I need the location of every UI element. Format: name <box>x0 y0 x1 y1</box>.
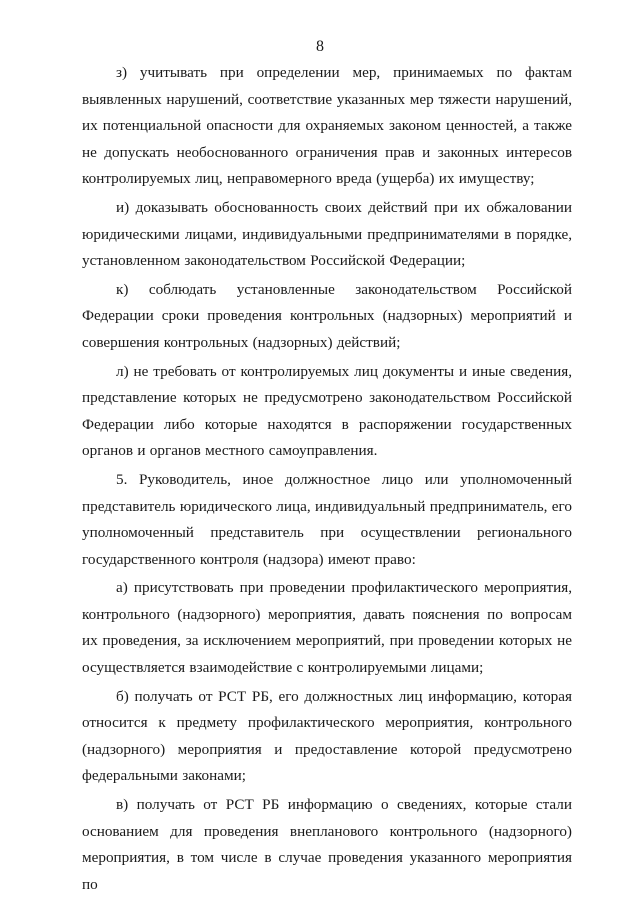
paragraph-i: и) доказывать обоснованность своих действий при их обжаловании юридическими лицами, индивидуальными предпринимателями в порядке, установленном законодательством Российской Федерации; <box>82 198 572 270</box>
paragraph-z: з) учитывать при определении мер, принимаемых по фактам выявленных нарушений, соответствие указанных мер тяжести нарушений, их потенциальной опасности для охраняемых законом ценностей, а также не допускать необоснованного ограничения прав и законных интересов контролируемых лиц, неправомерного вреда (ущерба) их имуществу; <box>82 64 572 188</box>
paragraph-5: 5. Руководитель, иное должностное лицо или уполномоченный представитель юридического лица, индивидуальный предприниматель, его уполномоченный представитель при осуществлении регионального государственного контроля (надзора) имеют право: <box>82 470 572 568</box>
paragraph-b: б) получать от РСТ РБ, его должностных лиц информацию, которая относится к предмету профилактического мероприятия, контрольного (надзорного) мероприятия и предоставление которой предусмотрено федеральными законами; <box>82 687 572 785</box>
paragraph-k: к) соблюдать установленные законодательством Российской Федерации сроки проведения контрольных (надзорных) мероприятий и совершения контрольных (надзорных) действий; <box>82 280 572 351</box>
paragraph-a: а) присутствовать при проведении профилактического мероприятия, контрольного (надзорного) мероприятия, давать пояснения по вопросам их проведения, за исключением мероприятий, при проведении которых не осуществляется взаимодействие с контролируемыми лицами; <box>82 579 572 677</box>
paragraph-v: в) получать от РСТ РБ информацию о сведениях, которые стали основанием для проведения внепланового контрольного (надзорного) мероприятия, в том числе в случае проведения указанного мероприятия по <box>82 796 572 893</box>
page-number: 8 <box>316 38 324 55</box>
document-body <box>82 60 572 898</box>
paragraph-l: л) не требовать от контролируемых лиц документы и иные сведения, представление которых не предусмотрено законодательством Российской Федерации либо которые находятся в распоряжении государственных органов и органов местного самоуправления. <box>82 362 572 460</box>
